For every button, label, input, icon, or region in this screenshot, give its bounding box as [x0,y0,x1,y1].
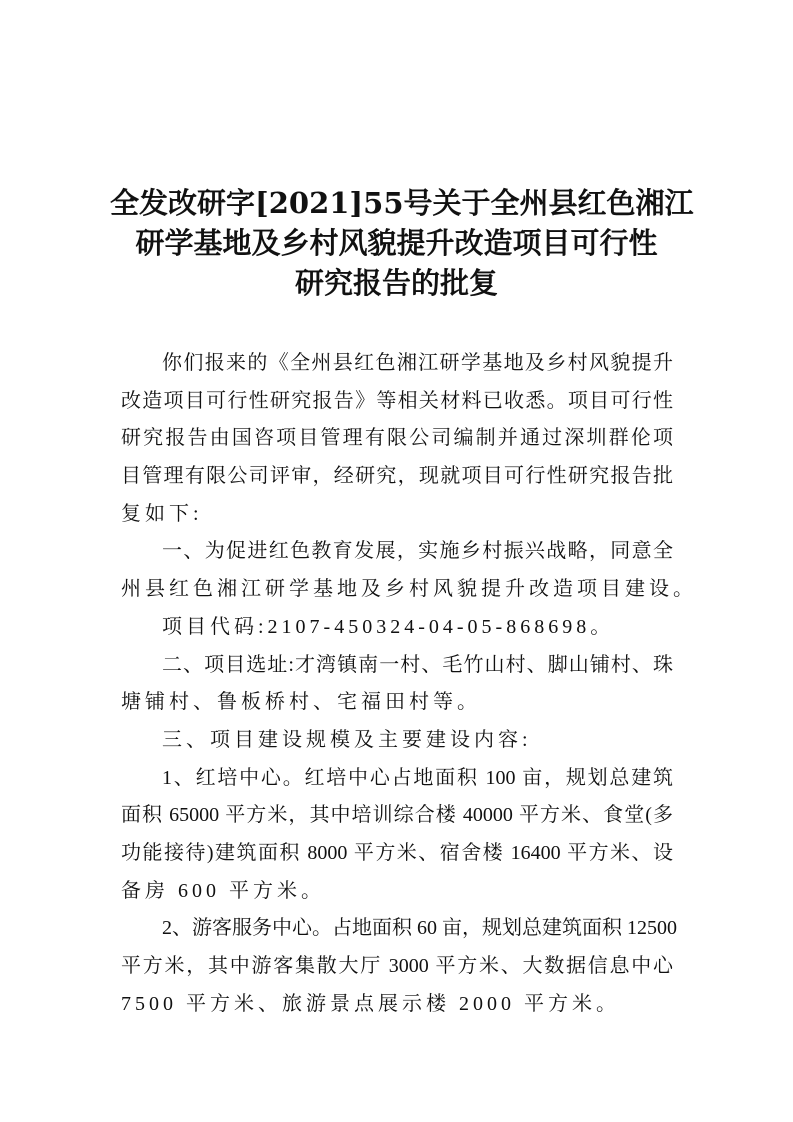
paragraph [121,647,673,722]
document-title [110,183,694,303]
paragraph-line: 塘铺村、鲁板桥村、宅福田村等。 [121,691,481,714]
paragraph [121,533,697,608]
title-line: 研究报告的批复 [294,266,498,300]
paragraph-line: 复如下: [121,502,203,525]
paragraph [121,760,673,911]
paragraph-line: 研究报告由国咨项目管理有限公司编制并通过深圳群伦项 [121,427,673,450]
paragraph-line: 一、为促进红色教育发展，实施乡村振兴战略，同意全 [162,540,673,563]
paragraph [121,345,673,533]
paragraph-line: 改造项目可行性研究报告》等相关材料已收悉。项目可行性 [121,389,673,412]
paragraph-line: 功能接待)建筑面积 8000 平方米、宿舍楼 16400 平方米、设 [121,841,673,864]
paragraph-line: 平方米，其中游客集散大厅 3000 平方米、大数据信息中心 [121,955,673,977]
paragraph-line: 项目代码:2107-450324-04-05-868698。 [162,615,615,638]
paragraph [121,722,673,760]
paragraph-line: 面积 65000 平方米，其中培训综合楼 40000 平方米、食堂(多 [121,804,673,827]
paragraph-line: 二、项目选址:才湾镇南一村、毛竹山村、脚山铺村、珠 [162,653,673,676]
paragraph-line: 目管理有限公司评审，经研究，现就项目可行性研究报告批 [121,465,673,488]
title-line: 研学基地及乡村风貌提升改造项目可行性 [135,226,658,260]
title-line: 全发改研字[2021]55号关于全州县红色湘江 [110,186,694,220]
paragraph [121,910,677,1023]
paragraph-line: 7500 平方米、旅游景点展示楼 2000 平方米。 [121,992,620,1015]
paragraph [121,609,673,647]
paragraph-line: 你们报来的《全州县红色湘江研学基地及乡村风貌提升 [162,352,673,374]
paragraph-line: 2、游客服务中心。占地面积 60 亩，规划总建筑面积 12500 [162,917,677,940]
paragraph-line: 三、项目建设规模及主要建设内容: [162,728,532,751]
paragraph-line: 备房 600 平方米。 [121,879,325,902]
paragraph-line: 州县红色湘江研学基地及乡村风貌提升改造项目建设。 [121,578,697,601]
paragraph-line: 1、红培中心。红培中心占地面积 100 亩，规划总建筑 [162,766,673,789]
document-body [121,345,697,1023]
